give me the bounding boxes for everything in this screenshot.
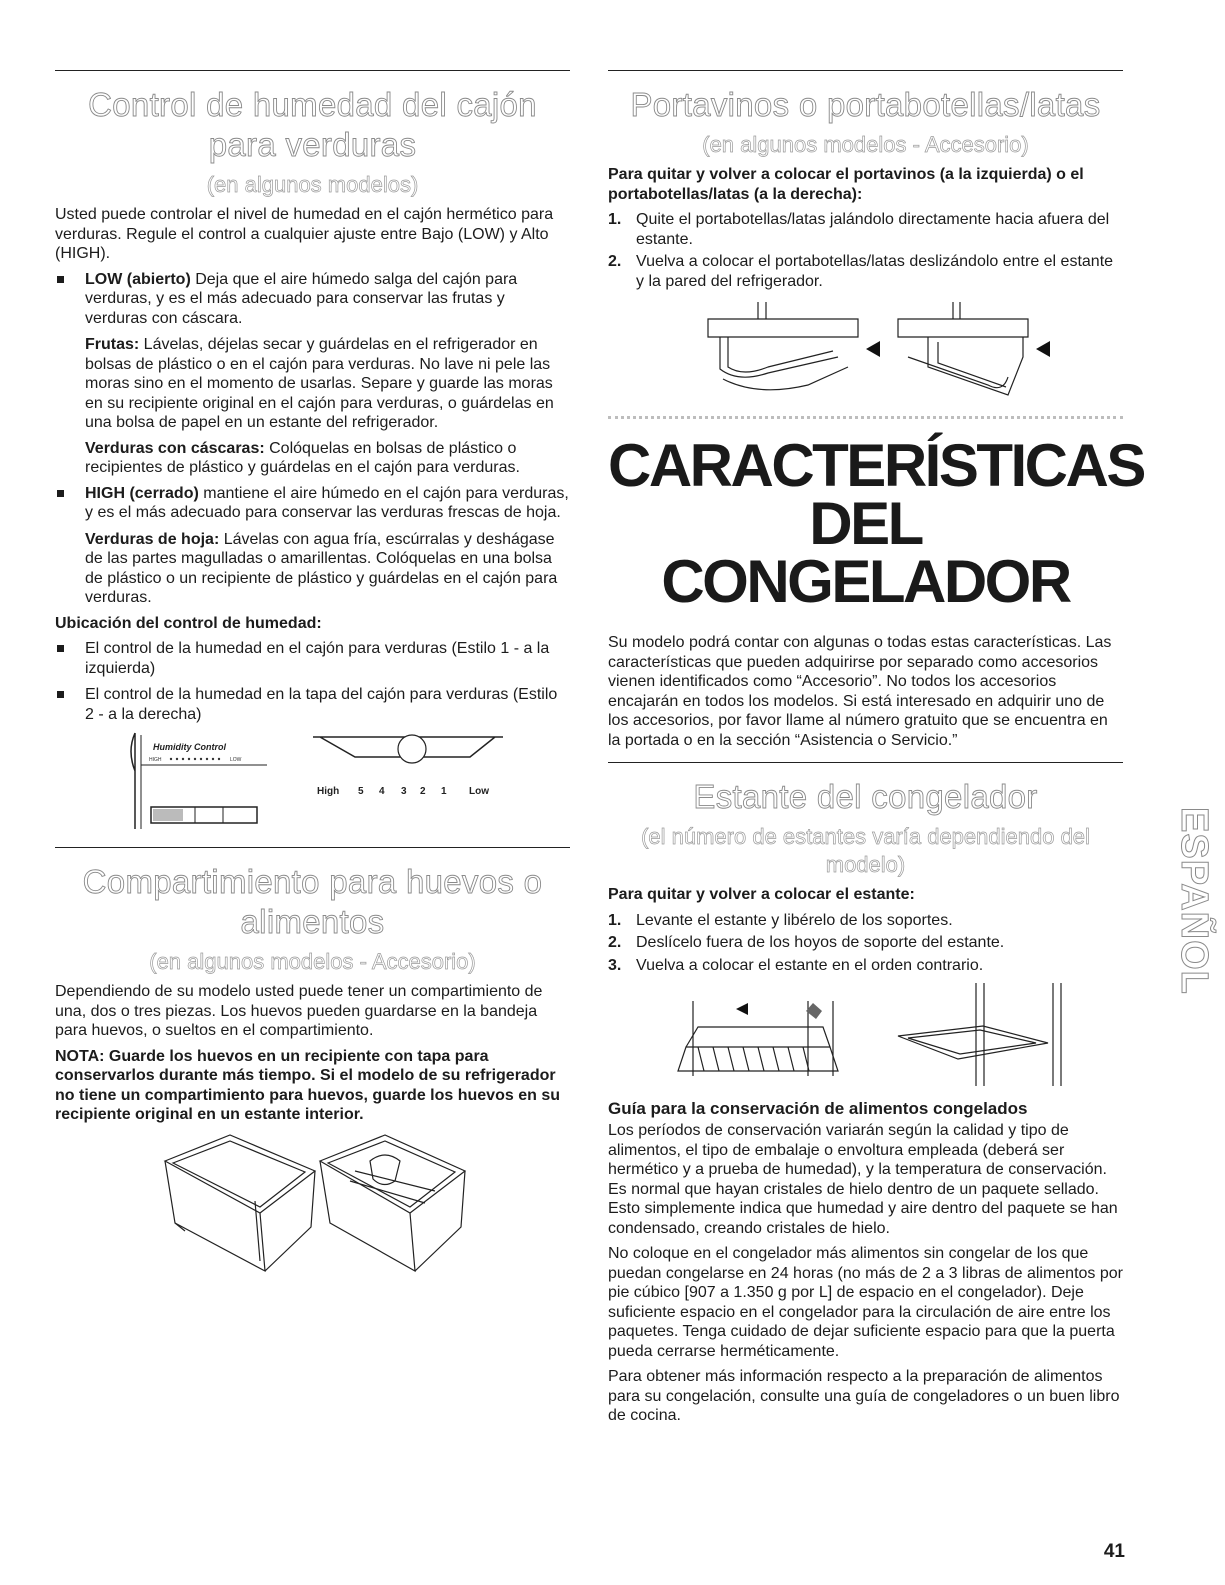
humidity-settings-list-2 [55, 484, 570, 523]
location-item: El control de la humedad en la tapa del cajón para verduras (Estilo 2 - a la derecha) [55, 685, 570, 724]
leaf-paragraph [55, 530, 570, 608]
location-heading: Ubicación del control de humedad: [55, 614, 322, 632]
guide-heading: Guía para la conservación de alimentos congelados [608, 1099, 1028, 1118]
wine-step: 2. Vuelva a colocar el portabotellas/latas deslizándolo entre el estante y la pared del refrigerador. [608, 253, 1114, 290]
low-text: Deja que el aire húmedo salga del cajón para verduras, y es el más adecuado para conservar las frutas y verduras con cáscara. [85, 270, 518, 327]
side-tab-label: ESPAÑOL [1173, 807, 1215, 995]
language-side-tab [1152, 805, 1215, 1055]
dial-label-high: High [317, 786, 340, 797]
shelf-step: 1. Levante el estante y libérelo de los soportes. [608, 911, 953, 929]
scale-right-label: LOW [230, 757, 242, 763]
low-setting-item [55, 270, 570, 329]
section-rule [55, 847, 570, 848]
egg-bin-illustration [55, 1131, 570, 1281]
high-text: mantiene el aire húmedo en el cajón para verduras, y es el más adecuado para conservar las verduras frescas de hoja. [85, 484, 569, 521]
humidity-settings-list [55, 270, 570, 329]
freezer-title-line-1: CARACTERÍSTICAS DEL [608, 432, 1144, 557]
freezer-features-title [608, 432, 1144, 615]
shell-paragraph [55, 439, 570, 478]
wine-title: Portavinos o portabotellas/latas [630, 86, 1101, 123]
section-rule [608, 70, 1123, 71]
humidity-title: Control de humedad del cajón para verduras [88, 86, 537, 163]
section-rule [608, 762, 1123, 763]
eggs-intro: Dependiendo de su modelo usted puede tener un compartimiento de una, dos o tres piezas. Los huevos pueden guardarse en la bandeja para huevos, o sueltos en el compartimiento. [55, 983, 543, 1039]
location-list [55, 639, 570, 724]
wine-step: 1. Quite el portabotellas/latas jalándolo directamente hacia afuera del estante. [608, 211, 1110, 248]
fruits-label: Frutas: [85, 336, 140, 353]
leaf-label: Verduras de hoja: [85, 530, 220, 548]
scale-left-label: HIGH [149, 757, 162, 763]
shell-text: Colóquelas en bolsas de plástico o recipientes de plástico y guárdelas en el cajón para verduras. [85, 439, 520, 476]
leaf-text: Lávelas con agua fría, escúrralas y deshágase de las partes magulladas o amarillentas. Colóquelas en una bolsa de plástico o un recipiente de plástico y guárdelas en el cajón para verduras. [85, 530, 558, 606]
guide-paragraph-2: No coloque en el congelador más alimentos sin congelar de los que puedan congelarse en 24 horas (no más de 2 a 3 libras de alimentos por pie cúbico [907 a 1.350 g por L] de espacio en el congelador). Deje suficiente espacio en el congelador para la circulación de aire entre los paquetes. Tenga cuidado de dejar suficiente espacio para que la puerta pueda cerrarse herméticamente. [608, 1245, 1123, 1360]
panel-label: Humidity Control [153, 742, 226, 752]
wine-rack-illustration [608, 297, 1123, 402]
dial-label-low: Low [469, 786, 489, 797]
dial-label-5: 5 [358, 786, 364, 797]
high-label: HIGH (cerrado) [85, 484, 199, 502]
eggs-subtitle: (en algunos modelos - Accesorio) [149, 949, 476, 974]
section-rule [55, 70, 570, 71]
wine-subtitle: (en algunos modelos - Accesorio) [702, 132, 1029, 157]
dial-label-2: 2 [420, 786, 426, 797]
humidity-subtitle: (en algunos modelos) [206, 172, 419, 197]
page-number: 41 [1103, 1541, 1125, 1562]
dial-label-3: 3 [401, 786, 407, 797]
shell-label: Verduras con cáscaras: [85, 439, 265, 457]
guide-paragraph-1: Los períodos de conservación variarán según la calidad y tipo de alimentos, el tipo de embalaje o envoltura empleada (deberá ser hermético y a prueba de humedad), y la temperatura de conservación. Es normal que hayan cristales de hielo dentro de un paquete sellado. Esto simplemente indica que humedad y aire dentro del paquete se han condensado, creando cristales de hielo. [608, 1122, 1118, 1237]
left-column [55, 70, 570, 1289]
dial-label-4: 4 [379, 786, 385, 797]
freezer-shelf-illustration [608, 981, 1123, 1091]
shelf-steps [608, 911, 1123, 976]
shelf-step: 2. Deslícelo fuera de los hoyos de soporte del estante. [608, 934, 1005, 951]
shelf-title: Estante del congelador [693, 778, 1038, 815]
shelf-heading: Para quitar y volver a colocar el estante: [608, 886, 915, 903]
guide-paragraph-3: Para obtener más información respecto a la preparación de alimentos para su congelación, consulte una guía de congeladores o un buen libro de cocina. [608, 1368, 1120, 1424]
shelf-subtitle: (el número de estantes varía dependiendo del modelo) [641, 824, 1090, 877]
dotted-rule [608, 416, 1123, 419]
freezer-intro: Su modelo podrá contar con algunas o todas estas características. Las características que pueden adquirirse por separado como accesorios vienen identificados como “Accesorio”. No todos los accesorios encajarán en todos los modelos. Si está interesado en adquirir uno de los accesorios, por favor llame al número gratuito que se encuentra en la portada o en la sección “Asistencia o Servicio.” [608, 634, 1112, 749]
humidity-intro: Usted puede controlar el nivel de humedad en el cajón hermético para verduras. Regule el control a cualquier ajuste entre Bajo (LOW) y Alto (HIGH). [55, 206, 554, 262]
high-setting-item [55, 484, 570, 523]
wine-heading: Para quitar y volver a colocar el portavinos (a la izquierda) o el portabotellas/latas (a la derecha): [608, 166, 1084, 203]
low-label: LOW (abierto) [85, 270, 191, 288]
fruits-paragraph [55, 335, 570, 433]
fruits-text: Lávelas, déjelas secar y guárdelas en el refrigerador en bolsas de plástico o en el cajón para verduras. No lave ni pele las moras sino en el momento de usarlas. Separe y guarde las moras en su recipiente original en el cajón para verduras, o guárdelas en una bolsa de papel en un estante del refrigerador. [85, 336, 554, 431]
eggs-title: Compartimiento para huevos o alimentos [82, 863, 543, 940]
humidity-control-diagram [55, 731, 570, 839]
right-column [608, 70, 1144, 1432]
shelf-step: 3. Vuelva a colocar el estante en el orden contrario. [608, 956, 984, 974]
wine-steps [608, 210, 1123, 291]
location-item: El control de la humedad en el cajón para verduras (Estilo 1 - a la izquierda) [55, 639, 570, 678]
freezer-title-line-2: CONGELADOR [661, 548, 1070, 615]
dial-label-1: 1 [441, 786, 447, 797]
eggs-note: NOTA: Guarde los huevos en un recipiente con tapa para conservarlos durante más tiempo. Si el modelo de su refrigerador no tiene un compartimiento para huevos, guarde los huevos en su recipiente original en un estante interior. [55, 1047, 560, 1123]
